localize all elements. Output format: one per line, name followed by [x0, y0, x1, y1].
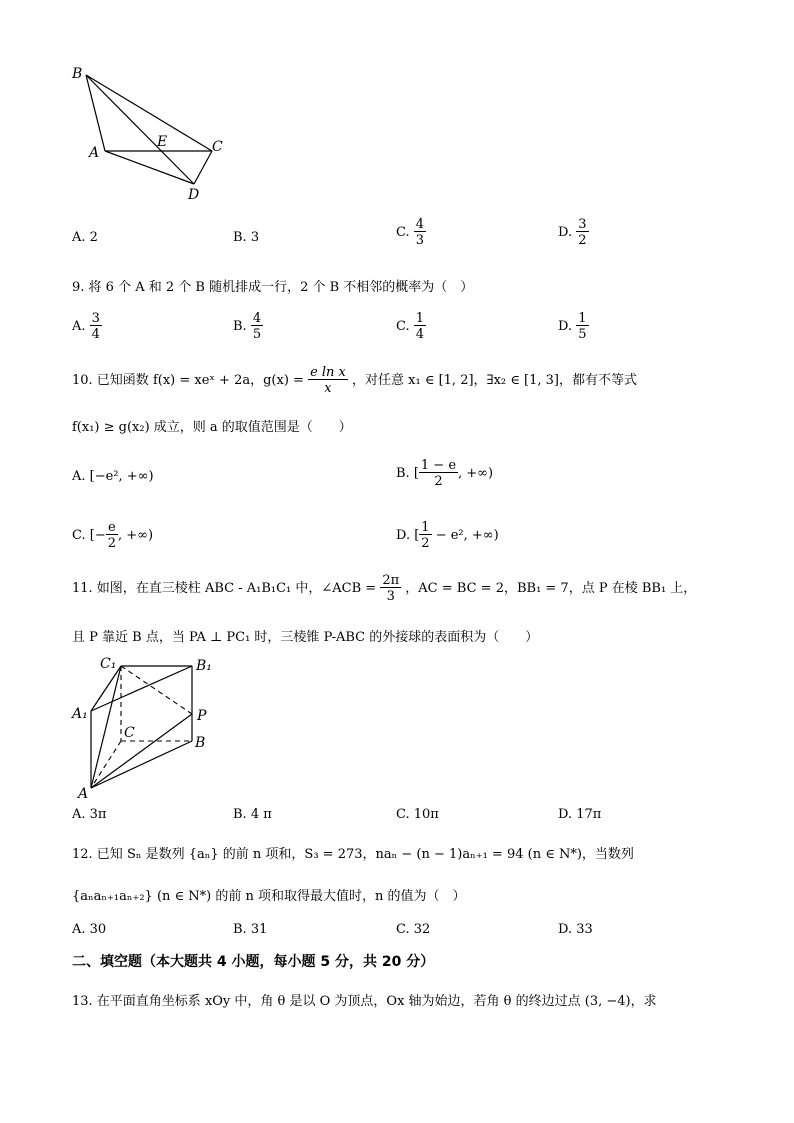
q10-option-a: A. [−e², +∞): [72, 469, 154, 484]
label-b1: B₁: [196, 658, 212, 674]
q11-angle-fraction: [380, 574, 401, 603]
fraction-numerator: 1: [421, 520, 430, 535]
q10-option-d: [396, 521, 499, 550]
figure-prism: [66, 652, 226, 802]
fraction-numerator: 3: [91, 311, 100, 326]
fraction-denominator: 4: [415, 327, 425, 342]
fraction-numerator: 3: [578, 217, 587, 232]
label-b: B: [72, 66, 83, 82]
q8-option-d: [558, 218, 589, 247]
fraction-numerator: 4: [252, 311, 262, 326]
q10-option-c: [72, 521, 153, 550]
q10-stem-line2: f(x₁) ≥ g(x₂) 成立，则 a 的取值范围是（ ）: [72, 420, 352, 435]
fraction-denominator: 3: [415, 233, 425, 248]
q10-option-b-suffix: , +∞): [458, 466, 494, 481]
fraction-numerator: 2π: [382, 573, 400, 588]
q8-option-d-prefix: D.: [558, 225, 573, 240]
q9-option-b-prefix: B.: [233, 319, 247, 334]
fraction-denominator: 5: [578, 327, 587, 342]
label-a1: A₁: [72, 706, 88, 722]
fraction-denominator: 5: [252, 327, 262, 342]
figure-quadrilateral: [60, 60, 240, 210]
fraction-denominator: 3: [386, 589, 395, 604]
q12-option-c: C. 32: [396, 922, 431, 937]
section-title-fill-in: 二、填空题（本大题共 4 小题，每小题 5 分，共 20 分）: [72, 954, 435, 970]
q12-stem-line1: 12. 已知 Sₙ 是数列 {aₙ} 的前 n 项和，S₃ = 273，naₙ − (n − 1)aₙ₊₁ = 94 (n ∈ N*)，当数列: [72, 847, 634, 862]
fraction-denominator: 4: [91, 327, 100, 342]
q12-option-d: D. 33: [558, 922, 593, 937]
q9-option-a: [72, 312, 102, 341]
q9-option-c-fraction: [414, 312, 426, 341]
q10-stem-part2: ，对任意 x₁ ∈ [1, 2]，∃x₂ ∈ [1, 3]，都有不等式: [352, 373, 637, 388]
q10-stem-line1: [72, 366, 637, 395]
q8-option-b: B. 3: [233, 230, 260, 245]
q9-option-b: [233, 312, 263, 341]
label-c: C: [124, 725, 135, 741]
q9-option-a-prefix: A.: [72, 319, 86, 334]
fraction-numerator: 1 − e: [420, 458, 457, 473]
q9-option-a-fraction: [90, 312, 102, 341]
fraction-numerator: 1: [578, 311, 587, 326]
q11-stem-line1: [72, 574, 696, 603]
q11-stem-part2: ，AC = BC = 2，BB₁ = 7，点 P 在棱 BB₁ 上，: [405, 581, 697, 596]
label-e: E: [157, 134, 168, 150]
q10-option-d-suffix: − e², +∞): [431, 528, 499, 543]
q11-stem-part1: 11. 如图，在直三棱柱 ABC - A₁B₁C₁ 中，∠ACB =: [72, 581, 377, 596]
label-p: P: [197, 708, 207, 724]
q9-option-d-fraction: [576, 312, 588, 341]
q10-option-d-prefix: D. [: [396, 528, 420, 543]
fraction-numerator: 1: [415, 311, 425, 326]
q11-option-b: B. 4 π: [233, 807, 272, 822]
q12-stem-line2: {aₙaₙ₊₁aₙ₊₂} (n ∈ N*) 的前 n 项和取得最大值时，n 的值为（ ）: [72, 889, 466, 904]
q8-option-a: A. 2: [72, 230, 98, 245]
q12-option-a: A. 30: [72, 922, 107, 937]
q9-option-d: [558, 312, 589, 341]
fraction-denominator: 2: [434, 474, 443, 489]
q10-option-c-suffix: , +∞): [118, 528, 154, 543]
q11-option-a: A. 3π: [72, 807, 107, 822]
q12-option-b: B. 31: [233, 922, 268, 937]
q8-option-c-fraction: [414, 218, 426, 247]
q8-option-d-fraction: [576, 218, 588, 247]
q8-option-c: [396, 218, 426, 247]
q8-option-c-prefix: C.: [396, 225, 410, 240]
q11-option-d: D. 17π: [558, 807, 602, 822]
fraction-numerator: e ln x: [310, 365, 346, 380]
label-b: B: [195, 735, 206, 751]
q10-option-b: [396, 459, 493, 488]
fraction-numerator: 4: [415, 217, 425, 232]
q9-option-b-fraction: [251, 312, 263, 341]
label-d: D: [188, 187, 200, 203]
q10-option-b-fraction: [419, 459, 458, 488]
fraction-denominator: x: [324, 381, 332, 396]
q10-option-c-fraction: [106, 521, 118, 550]
q10-option-d-fraction: [419, 521, 431, 550]
fraction-denominator: 2: [107, 536, 116, 551]
q9-option-d-prefix: D.: [558, 319, 573, 334]
q10-stem-part1: 10. 已知函数 f(x) = xeˣ + 2a，g(x) =: [72, 373, 304, 388]
q10-option-b-prefix: B. [: [396, 466, 419, 481]
fraction-denominator: 2: [578, 233, 587, 248]
q10-g-fraction: [308, 366, 348, 395]
q9-stem: 9. 将 6 个 A 和 2 个 B 随机排成一行，2 个 B 不相邻的概率为（ ）: [72, 280, 474, 295]
label-a: A: [78, 786, 89, 802]
q11-option-c: C. 10π: [396, 807, 439, 822]
q9-option-c-prefix: C.: [396, 319, 410, 334]
q11-stem-line2: 且 P 靠近 B 点，当 PA ⊥ PC₁ 时，三棱锥 P-ABC 的外接球的表面积为（ ）: [72, 630, 539, 645]
label-c1: C₁: [100, 656, 117, 672]
q13-stem: 13. 在平面直角坐标系 xOy 中，角 θ 是以 O 为顶点，Ox 轴为始边，若角 θ 的终边过点 (3, −4)，求: [72, 994, 657, 1009]
fraction-denominator: 2: [421, 536, 430, 551]
fraction-numerator: e: [106, 521, 118, 535]
q10-option-c-prefix: C. [−: [72, 528, 106, 543]
q9-option-c: [396, 312, 426, 341]
label-c: C: [212, 139, 223, 155]
label-a: A: [89, 145, 100, 161]
